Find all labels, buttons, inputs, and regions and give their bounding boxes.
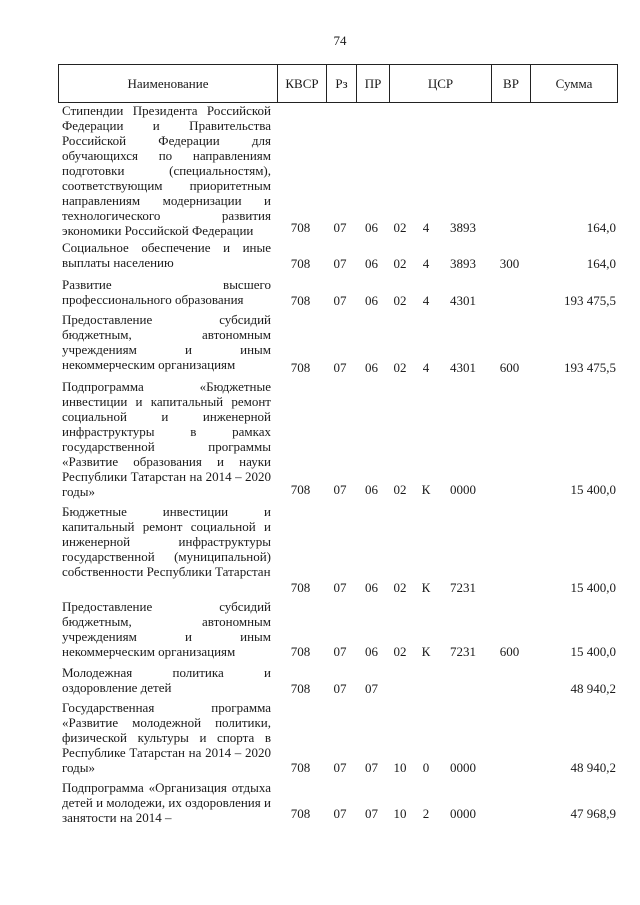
row-csr-subprogram: К [421,644,431,659]
table-row [58,379,618,497]
row-csr-program: 02 [393,256,407,271]
row-csr-subprogram: К [421,580,431,595]
row-csr-direction: 3893 [450,256,476,271]
row-sum: 48 940,2 [570,681,616,696]
row-csr-direction: 3893 [450,220,476,235]
row-csr-program: 02 [393,644,407,659]
table-row [58,312,618,375]
row-csr-direction: 0000 [450,760,476,775]
row-sum: 15 400,0 [570,482,616,497]
row-pr: 06 [365,580,378,595]
row-sum: 164,0 [586,256,616,271]
table-row [58,700,618,775]
row-csr-program: 02 [393,482,407,497]
table-row [58,240,618,270]
row-name: Стипендии Президента Российской Федерации и Правительства Российской Федерации для обучающихся по направлениям подготовки (специальностям), соответствующим приоритетным направлениям модернизации и технологического развития экономики Российской Федерации [62,103,271,238]
table-row [58,780,618,830]
row-rz: 07 [333,760,347,775]
row-pr: 07 [365,681,378,696]
row-pr: 06 [365,482,378,497]
row-name: Государственная программа «Развитие молодежной политики, физической культуры и спорта в Республике Татарстан на 2014 – 2020 годы» [62,700,271,775]
row-csr-direction: 7231 [450,580,476,595]
row-sum: 15 400,0 [570,580,616,595]
row-kvsr: 708 [290,482,311,497]
row-csr-program: 10 [393,760,407,775]
row-rz: 07 [333,644,347,659]
row-rz: 07 [333,360,347,375]
row-csr-program: 02 [393,293,407,308]
row-csr-direction: 0000 [450,482,476,497]
row-name: Развитие высшего профессионального образования [62,277,271,307]
row-kvsr: 708 [290,256,311,271]
row-csr-direction: 4301 [450,293,476,308]
row-sum: 47 968,9 [570,806,616,821]
row-pr: 06 [365,220,378,235]
row-csr-program: 10 [393,806,407,821]
row-name: Бюджетные инвестиции и капитальный ремонт социальной и инженерной инфраструктуры государственной (муниципальной) собственности Республики Татарстан [62,504,271,579]
row-rz: 07 [333,293,347,308]
header-name: Наименование [127,76,209,91]
row-csr-subprogram: 2 [422,806,430,821]
row-kvsr: 708 [290,580,311,595]
row-csr-program: 02 [393,580,407,595]
table-row [58,599,618,659]
table-header [58,64,618,103]
row-csr-direction: 0000 [450,806,476,821]
table-row [58,103,618,238]
row-kvsr: 708 [290,220,311,235]
row-csr-subprogram: 4 [422,293,430,308]
page-number: 74 [333,33,347,48]
row-kvsr: 708 [290,806,311,821]
row-kvsr: 708 [290,644,311,659]
row-name: Социальное обеспечение и иные выплаты населению [62,240,271,270]
row-rz: 07 [333,681,347,696]
row-vr: 600 [499,644,520,659]
row-csr-program: 02 [393,360,407,375]
row-name: Предоставление субсидий бюджетным, автономным учреждениям и иным некоммерческим организациям [62,312,271,372]
row-pr: 06 [365,256,378,271]
row-kvsr: 708 [290,293,311,308]
header-pr: ПР [356,65,389,102]
row-sum: 193 475,5 [564,293,616,308]
header-kvsr: КВСР [277,65,326,102]
row-pr: 06 [365,293,378,308]
row-csr-subprogram: 4 [422,220,430,235]
header-csr: ЦСР [389,65,491,102]
header-rz: Рз [326,65,356,102]
row-csr-subprogram: 4 [422,256,430,271]
row-csr-direction: 7231 [450,644,476,659]
row-kvsr: 708 [290,760,311,775]
row-kvsr: 708 [290,681,311,696]
table-row [58,504,618,595]
row-vr: 600 [499,360,520,375]
header-sum: Сумма [530,65,617,102]
row-kvsr: 708 [290,360,311,375]
row-name: Предоставление субсидий бюджетным, автономным учреждениям и иным некоммерческим организациям [62,599,271,659]
row-vr: 300 [499,256,520,271]
row-sum: 48 940,2 [570,760,616,775]
row-sum: 164,0 [586,220,616,235]
row-sum: 193 475,5 [564,360,616,375]
row-name: Подпрограмма «Бюджетные инвестиции и капитальный ремонт социальной и инженерной инфраструктуры в рамках государственной программы «Развитие образования и науки Республики Татарстан на 2014 – 2020 годы» [62,379,271,499]
row-pr: 06 [365,360,378,375]
table-row [58,277,618,307]
row-rz: 07 [333,580,347,595]
row-pr: 07 [365,806,378,821]
row-csr-program: 02 [393,220,407,235]
row-name: Подпрограмма «Организация отдыха детей и молодежи, их оздоровления и занятости на 2014 – [62,780,271,825]
row-rz: 07 [333,256,347,271]
row-csr-subprogram: 0 [422,760,430,775]
row-pr: 07 [365,760,378,775]
row-csr-subprogram: 4 [422,360,430,375]
row-rz: 07 [333,220,347,235]
row-name: Молодежная политика и оздоровление детей [62,665,271,695]
row-sum: 15 400,0 [570,644,616,659]
header-vr: ВР [491,65,530,102]
row-rz: 07 [333,482,347,497]
table-row [58,665,618,695]
row-csr-direction: 4301 [450,360,476,375]
row-rz: 07 [333,806,347,821]
row-pr: 06 [365,644,378,659]
row-csr-subprogram: К [421,482,431,497]
